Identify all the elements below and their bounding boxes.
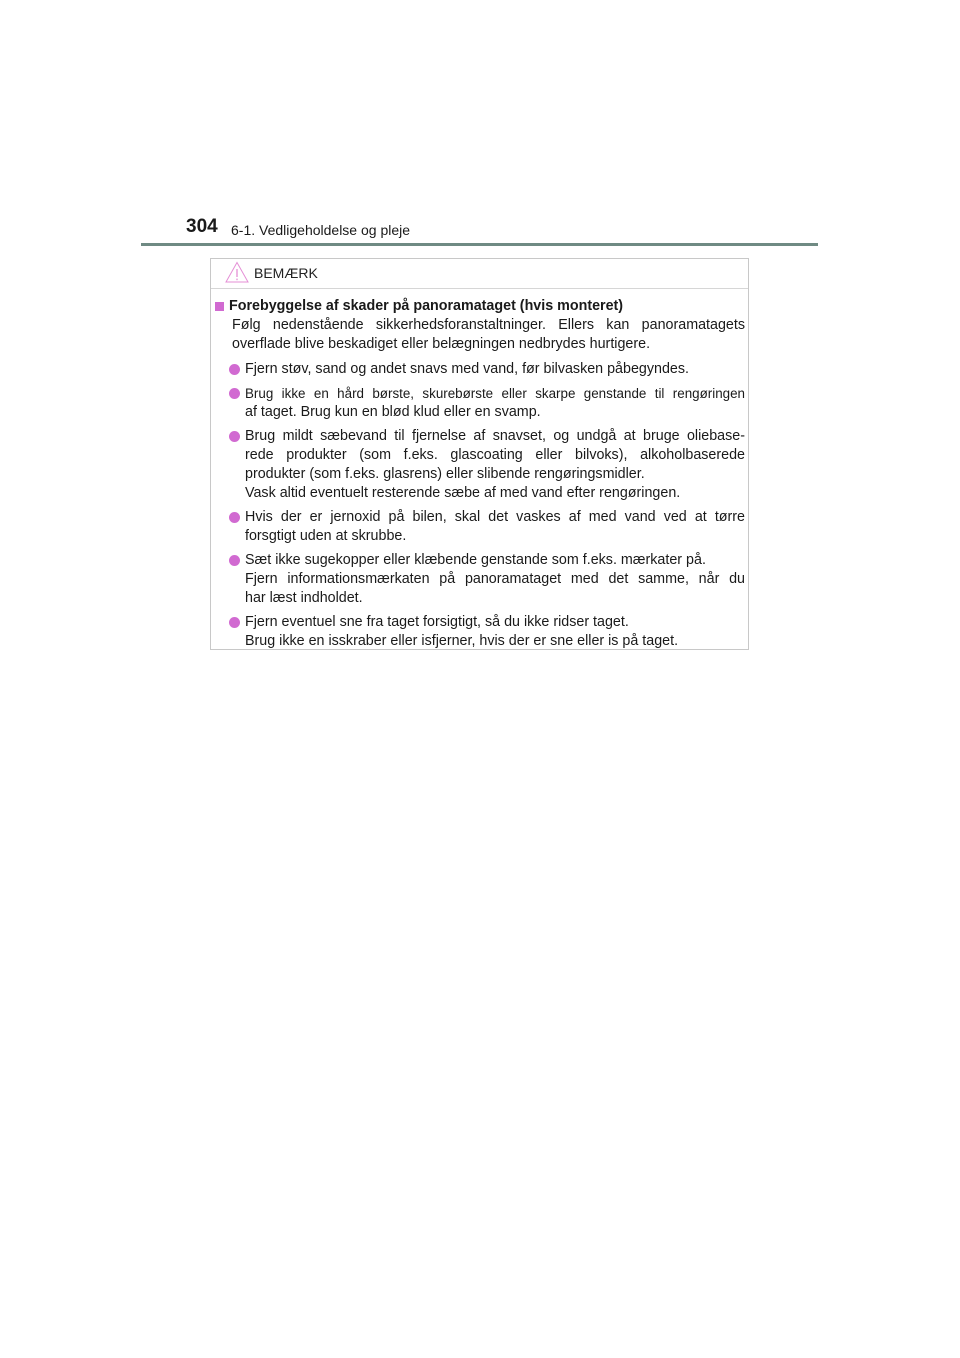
notice-intro — [232, 316, 745, 354]
item-line: Brug ikke en hård børste, skurebørste eller skarpe genstande til rengøringen — [245, 386, 745, 401]
section-title: 6-1. Vedligeholdelse og pleje — [231, 222, 411, 238]
item-line: Fjern eventuel sne fra taget forsigtigt, så du ikke ridser taget. — [245, 614, 629, 630]
notice-heading — [215, 297, 745, 316]
intro-line: overflade blive beskadiget eller belægningen nedbrydes hurtigere. — [232, 336, 651, 352]
warning-triangle-icon — [225, 261, 249, 283]
square-bullet-icon — [215, 302, 224, 311]
item-line: Brug ikke en isskraber eller isfjerner, hvis der er sne eller is på taget. — [245, 633, 679, 649]
intro-line: Følg nedenstående sikkerhedsforanstaltninger. Ellers kan panoramatagets — [232, 317, 745, 333]
item-line: forsgtigt uden at skrubbe. — [245, 528, 407, 544]
item-line: Sæt ikke sugekopper eller klæbende genstande som f.eks. mærkater på. — [245, 552, 706, 568]
round-bullet-icon — [229, 555, 240, 566]
item-line: af taget. Brug kun en blød klud eller en svamp. — [245, 404, 541, 420]
round-bullet-icon — [229, 512, 240, 523]
notice-label: BEMÆRK — [254, 265, 318, 281]
list-item — [245, 360, 745, 379]
notice-box — [210, 258, 749, 650]
list-item — [245, 551, 745, 608]
list-item — [245, 384, 745, 422]
notice-body — [215, 297, 745, 651]
item-line: Vask altid eventuelt resterende sæbe af med vand efter rengøringen. — [245, 485, 681, 501]
list-item — [245, 508, 745, 546]
list-item — [245, 427, 745, 503]
notice-header — [211, 259, 748, 289]
round-bullet-icon — [229, 431, 240, 442]
item-line: Hvis der er jernoxid på bilen, skal det vaskes af med vand ved at tørre — [245, 509, 745, 525]
list-item — [245, 613, 745, 651]
round-bullet-icon — [229, 364, 240, 375]
item-line: har læst indholdet. — [245, 590, 363, 606]
item-line: Fjern støv, sand og andet snavs med vand, før bilvasken påbegyndes. — [245, 361, 689, 377]
round-bullet-icon — [229, 617, 240, 628]
notice-heading-text: Forebyggelse af skader på panoramataget (hvis monteret) — [229, 298, 624, 314]
header-divider — [141, 243, 818, 246]
item-line: Fjern informationsmærkaten på panoramataget med det samme, når du — [245, 571, 745, 587]
item-line: rede produkter (som f.eks. glascoating eller bilvoks), alkoholbaserede — [245, 447, 745, 463]
item-line: produkter (som f.eks. glasrens) eller slibende rengøringsmidler. — [245, 466, 645, 482]
round-bullet-icon — [229, 388, 240, 399]
item-line: Brug mildt sæbevand til fjernelse af snavset, og undgå at bruge oliebase- — [245, 428, 745, 444]
page-number: 304 — [186, 216, 218, 237]
